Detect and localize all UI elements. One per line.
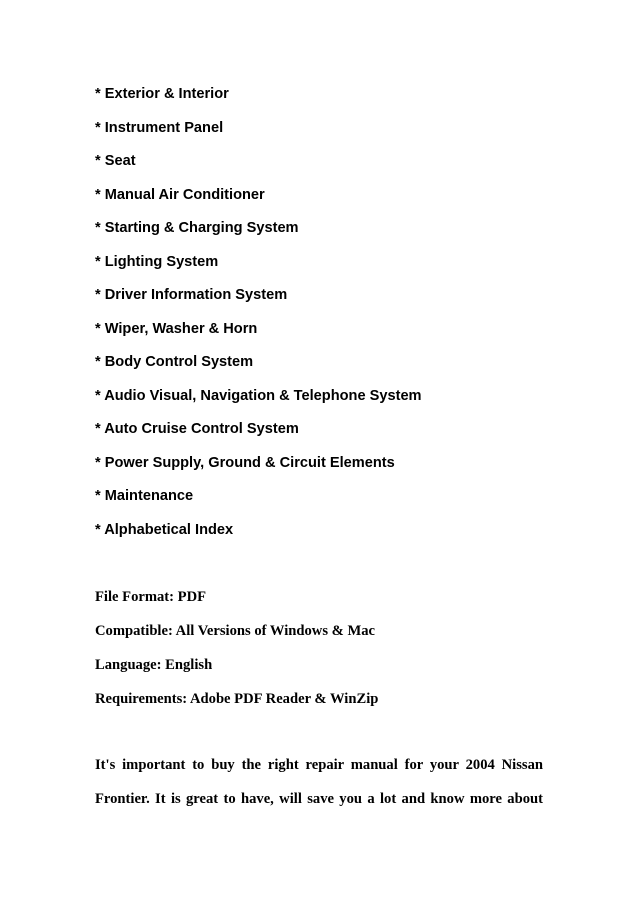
compatible-line: Compatible: All Versions of Windows & Mac xyxy=(95,623,376,639)
contents-item-audio-visual-navigation-telephone: * Audio Visual, Navigation & Telephone System xyxy=(95,387,422,404)
contents-item-power-supply-ground-circuit: * Power Supply, Ground & Circuit Elements xyxy=(95,454,395,471)
paragraph-line: Frontier. It is great to have, will save you a lot and know more about xyxy=(95,791,543,807)
file-info-list xyxy=(95,587,378,723)
requirements-line: Requirements: Adobe PDF Reader & WinZip xyxy=(95,691,379,707)
contents-item-seat: * Seat xyxy=(95,153,136,169)
contents-item-auto-cruise-control-system: * Auto Cruise Control System xyxy=(95,421,299,437)
paragraph-line: It's important to buy the right repair manual for your 2004 Nissan xyxy=(95,757,543,773)
contents-item-driver-information-system: * Driver Information System xyxy=(95,287,288,303)
description-paragraph xyxy=(95,755,543,823)
contents-item-manual-air-conditioner: * Manual Air Conditioner xyxy=(95,186,265,203)
contents-item-alphabetical-index: * Alphabetical Index xyxy=(95,521,234,538)
contents-item-body-control-system: * Body Control System xyxy=(95,354,254,370)
contents-item-wiper-washer-horn: * Wiper, Washer & Horn xyxy=(95,320,258,337)
contents-item-maintenance: * Maintenance xyxy=(95,488,194,504)
contents-item-instrument-panel: * Instrument Panel xyxy=(95,119,224,136)
file-format-line: File Format: PDF xyxy=(95,589,207,605)
language-line: Language: English xyxy=(95,657,213,673)
contents-item-exterior-interior: * Exterior & Interior xyxy=(95,86,229,102)
contents-item-lighting-system: * Lighting System xyxy=(95,253,219,270)
contents-item-starting-charging-system: * Starting & Charging System xyxy=(95,220,299,236)
contents-list xyxy=(95,84,422,553)
